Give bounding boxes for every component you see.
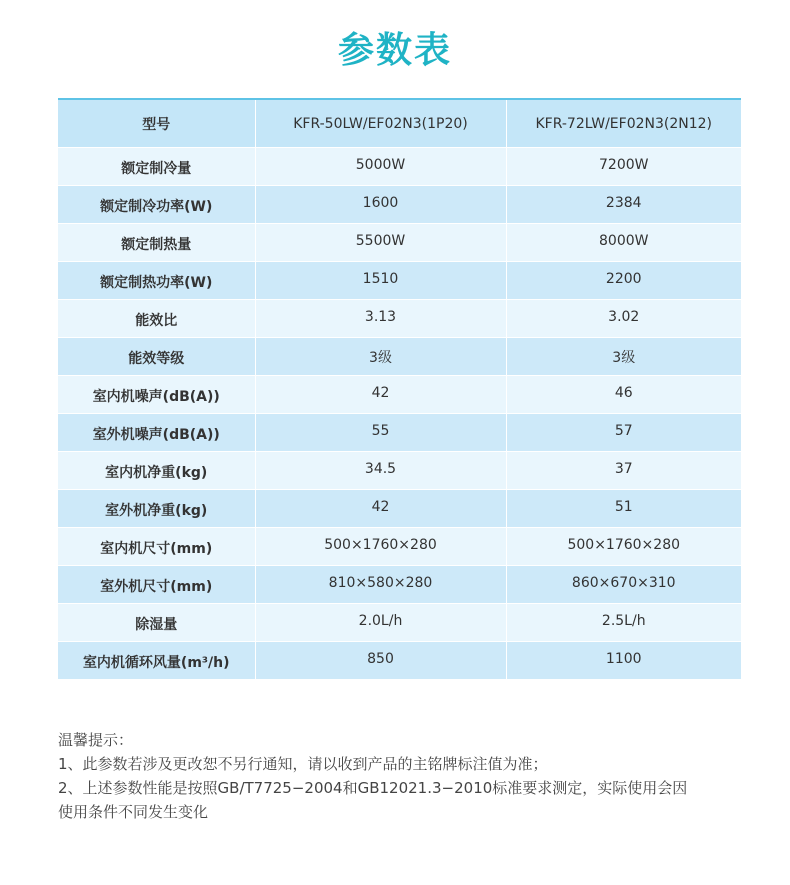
table-row xyxy=(58,224,741,262)
table-header-row xyxy=(58,99,741,148)
row-label: 除湿量 xyxy=(58,604,255,642)
page-title: 参数表 xyxy=(337,30,452,71)
row-label: 额定制热功率(W) xyxy=(58,262,255,300)
row-value-model-2: 2.5L/h xyxy=(506,604,741,642)
row-value-model-2: 2384 xyxy=(506,186,741,224)
row-value-model-2: 51 xyxy=(506,490,741,528)
row-value-model-1: 55 xyxy=(255,414,506,452)
row-value-model-1: 850 xyxy=(255,642,506,680)
row-value-model-1: 5000W xyxy=(255,148,506,186)
table-row xyxy=(58,642,741,680)
row-value-model-1: 5500W xyxy=(255,224,506,262)
row-value-model-2: 1100 xyxy=(506,642,741,680)
row-value-model-1: 1600 xyxy=(255,186,506,224)
row-value-model-1: 810×580×280 xyxy=(255,566,506,604)
notes-line: 1、此参数若涉及更改恕不另行通知，请以收到产品的主铭牌标注值为准； xyxy=(58,755,548,773)
row-value-model-1: 34.5 xyxy=(255,452,506,490)
row-label: 额定制热量 xyxy=(58,224,255,262)
row-label: 额定制冷量 xyxy=(58,148,255,186)
table-row xyxy=(58,452,741,490)
row-label: 室内机循环风量(m³/h) xyxy=(58,642,255,680)
row-label: 室外机噪声(dB(A)) xyxy=(58,414,255,452)
notes-line: 使用条件不同发生变化 xyxy=(58,803,209,821)
row-label: 室内机尺寸(mm) xyxy=(58,528,255,566)
row-value-model-1: 42 xyxy=(255,490,506,528)
row-value-model-2: 500×1760×280 xyxy=(506,528,741,566)
spec-table xyxy=(58,98,741,680)
header-model-2: KFR-72LW/EF02N3(2N12) xyxy=(506,99,741,148)
row-value-model-2: 860×670×310 xyxy=(506,566,741,604)
row-value-model-2: 2200 xyxy=(506,262,741,300)
table-row xyxy=(58,414,741,452)
row-value-model-1: 500×1760×280 xyxy=(255,528,506,566)
row-value-model-1: 42 xyxy=(255,376,506,414)
table-row xyxy=(58,262,741,300)
table-row xyxy=(58,300,741,338)
table-row xyxy=(58,338,741,376)
row-value-model-2: 57 xyxy=(506,414,741,452)
notes-line: 2、上述参数性能是按照GB/T7725−2004和GB12021.3−2010标准要求测定，实际使用会因 xyxy=(58,779,688,797)
table-row xyxy=(58,148,741,186)
row-label: 能效等级 xyxy=(58,338,255,376)
notes-heading: 温馨提示： xyxy=(58,731,134,749)
notes-section xyxy=(58,728,758,824)
row-value-model-1: 3.13 xyxy=(255,300,506,338)
header-model-label: 型号 xyxy=(58,99,255,148)
row-value-model-2: 7200W xyxy=(506,148,741,186)
row-label: 室外机尺寸(mm) xyxy=(58,566,255,604)
row-label: 额定制冷功率(W) xyxy=(58,186,255,224)
header-model-1: KFR-50LW/EF02N3(1P20) xyxy=(255,99,506,148)
row-value-model-2: 8000W xyxy=(506,224,741,262)
row-value-model-1: 3级 xyxy=(255,338,506,376)
table-row xyxy=(58,528,741,566)
row-value-model-2: 3.02 xyxy=(506,300,741,338)
table-row xyxy=(58,490,741,528)
table-row xyxy=(58,186,741,224)
row-value-model-2: 46 xyxy=(506,376,741,414)
row-value-model-2: 3级 xyxy=(506,338,741,376)
row-value-model-1: 2.0L/h xyxy=(255,604,506,642)
row-label: 室内机净重(kg) xyxy=(58,452,255,490)
row-label: 室外机净重(kg) xyxy=(58,490,255,528)
row-value-model-2: 37 xyxy=(506,452,741,490)
table-row xyxy=(58,566,741,604)
table-row xyxy=(58,376,741,414)
table-row xyxy=(58,604,741,642)
row-label: 室内机噪声(dB(A)) xyxy=(58,376,255,414)
row-label: 能效比 xyxy=(58,300,255,338)
row-value-model-1: 1510 xyxy=(255,262,506,300)
